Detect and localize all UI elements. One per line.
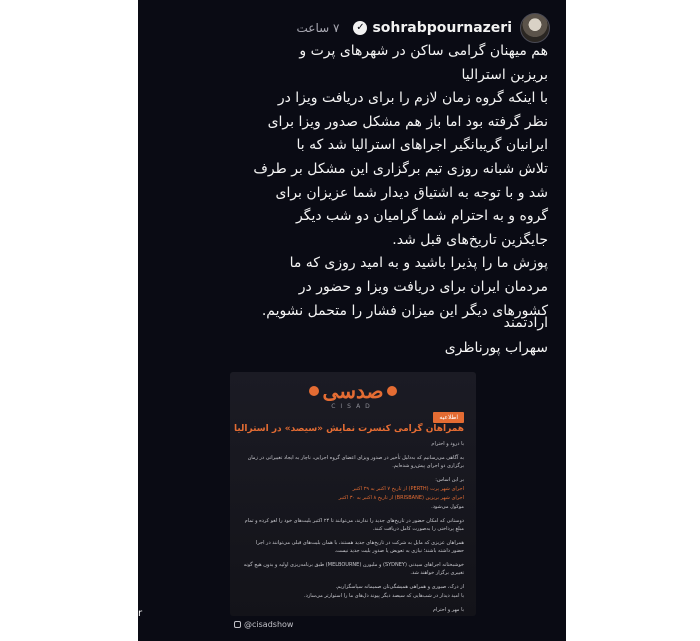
caption-line: گروه و به احترام شما گرامیان دو شب دیگر [296,208,548,225]
instagram-handle[interactable] [234,620,293,629]
caption-line: هم میهنان گرامی ساکن در شهرهای پرت و [299,43,548,59]
caption-line: پوزش ما را پذیرا باشید و به امید روزی که ما [289,255,548,272]
post-screenshot [138,0,566,641]
notice-badge: اطلاعیه [433,412,464,423]
announcement-paragraph: از درک، صبوری و همراهی همیشگی‌تان صمیمانه سپاسگزاریم. [335,584,464,590]
announcement-paragraph: خوشبختانه اجراهای سیدنی (SYDNEY) و ملبورن (MELBOURNE) طبق برنامه‌ریزی اولیه و بدون هیچ گونه تغییری برگزار خواهند شد. [243,562,464,576]
logo-subtitle: CISAD [331,403,375,410]
announcement-paragraph: با امید دیدار در شب‌هایی که سیصد دیگر پیوند دل‌های ما را استوارتر می‌سازد. [304,593,464,599]
caption-line: بریزبن استرالیا [461,66,548,83]
caption-line: نظر گرفته بود اما باز هم مشکل صدور ویزا برای [267,113,548,130]
cisad-logo [230,378,476,404]
instagram-handle-text: @cisadshow [244,620,294,629]
avatar[interactable] [520,13,550,43]
announcement-moved: موکول می‌شود. [431,504,464,510]
caption-line: تلاش شبانه روزی تیم برگزاری این مشکل بر طرف [253,160,548,177]
caption-line: کشورهای دیگر این میزان فشار را متحمل نشویم. [261,302,548,319]
announcement-title: همراهان گرامی کنسرت نمایش «سیصد» در استرالیا [233,424,464,434]
caption-line: مردمان ایران برای دریافت ویزا و حضور در [298,278,548,295]
post-caption [148,40,548,323]
logo-emblem-icon [309,386,319,396]
watermark [16,590,156,634]
caption-line: با اینکه گروه زمان لازم را برای دریافت ویزا در [277,90,548,107]
announcement-paragraph: همراهان عزیزی که مایل به شرکت در تاریخ‌های جدید هستند، با همان بلیت‌های قبلی می‌توانند در اجرا حضور داشته باشند؛ نیازی به تعویض یا صدور بلیت جدید نیست. [255,540,464,554]
watermark-brand: gidat [16,590,121,630]
caption-line: جایگزین تاریخ‌های قبل شد. [392,231,548,248]
post-time: ۷ ساعت [296,21,340,35]
watermark-tagline: مقاله فارسی / فروشگاه دیجیتال [45,628,127,635]
signature-greeting: ارادتمند [503,315,548,331]
logo-text: صدسی [322,379,384,403]
instagram-icon [234,621,241,628]
caption-line: ایرانیان گریبانگیر اجراهای استرالیا شد که با [296,137,548,154]
announcement-greeting: با درود و احترام [431,441,464,447]
caption-line: شد و با توجه به اشتیاق دیدار شما عزیزان برای [275,184,548,201]
announcement-body [242,440,464,616]
signature-name: سهراب پورناظری [444,340,548,356]
logo-emblem-icon [387,386,397,396]
announcement-paragraph: به آگاهی می‌رسانیم که به‌دلیل تأخیر در صدور ویزای اعضای گروه اجرایی، ناچار به ایجاد تغییراتی در زمان برگزاری دو اجرای پیش‌رو شده‌ایم. [247,455,464,469]
embedded-announcement-image[interactable] [230,372,476,616]
username[interactable]: sohrabpournazeri [372,20,512,36]
signature [445,311,548,361]
perth-date-change: اجرای شهر پرت (PERTH) از تاریخ ۷ اکتبر به ۲۹ اکتبر [352,486,464,492]
watermark-tld: .ir [132,608,143,619]
verified-icon: ✓ [353,21,367,35]
announcement-paragraph: دوستانی که امکان حضور در تاریخ‌های جدید را ندارند، می‌توانند تا ۲۴ اکتبر بلیت‌های خود را لغو کرده و تمام مبلغ پرداختی را به‌صورت کامل دریافت کنند. [244,518,464,532]
announcement-basis: بر این اساس: [435,477,464,483]
announcement-closing: با مهر و احترام [432,607,464,613]
brisbane-date-change: اجرای شهر بریزبن (BRISBANE) از تاریخ ۸ اکتبر به ۳۰ اکتبر [338,495,464,501]
